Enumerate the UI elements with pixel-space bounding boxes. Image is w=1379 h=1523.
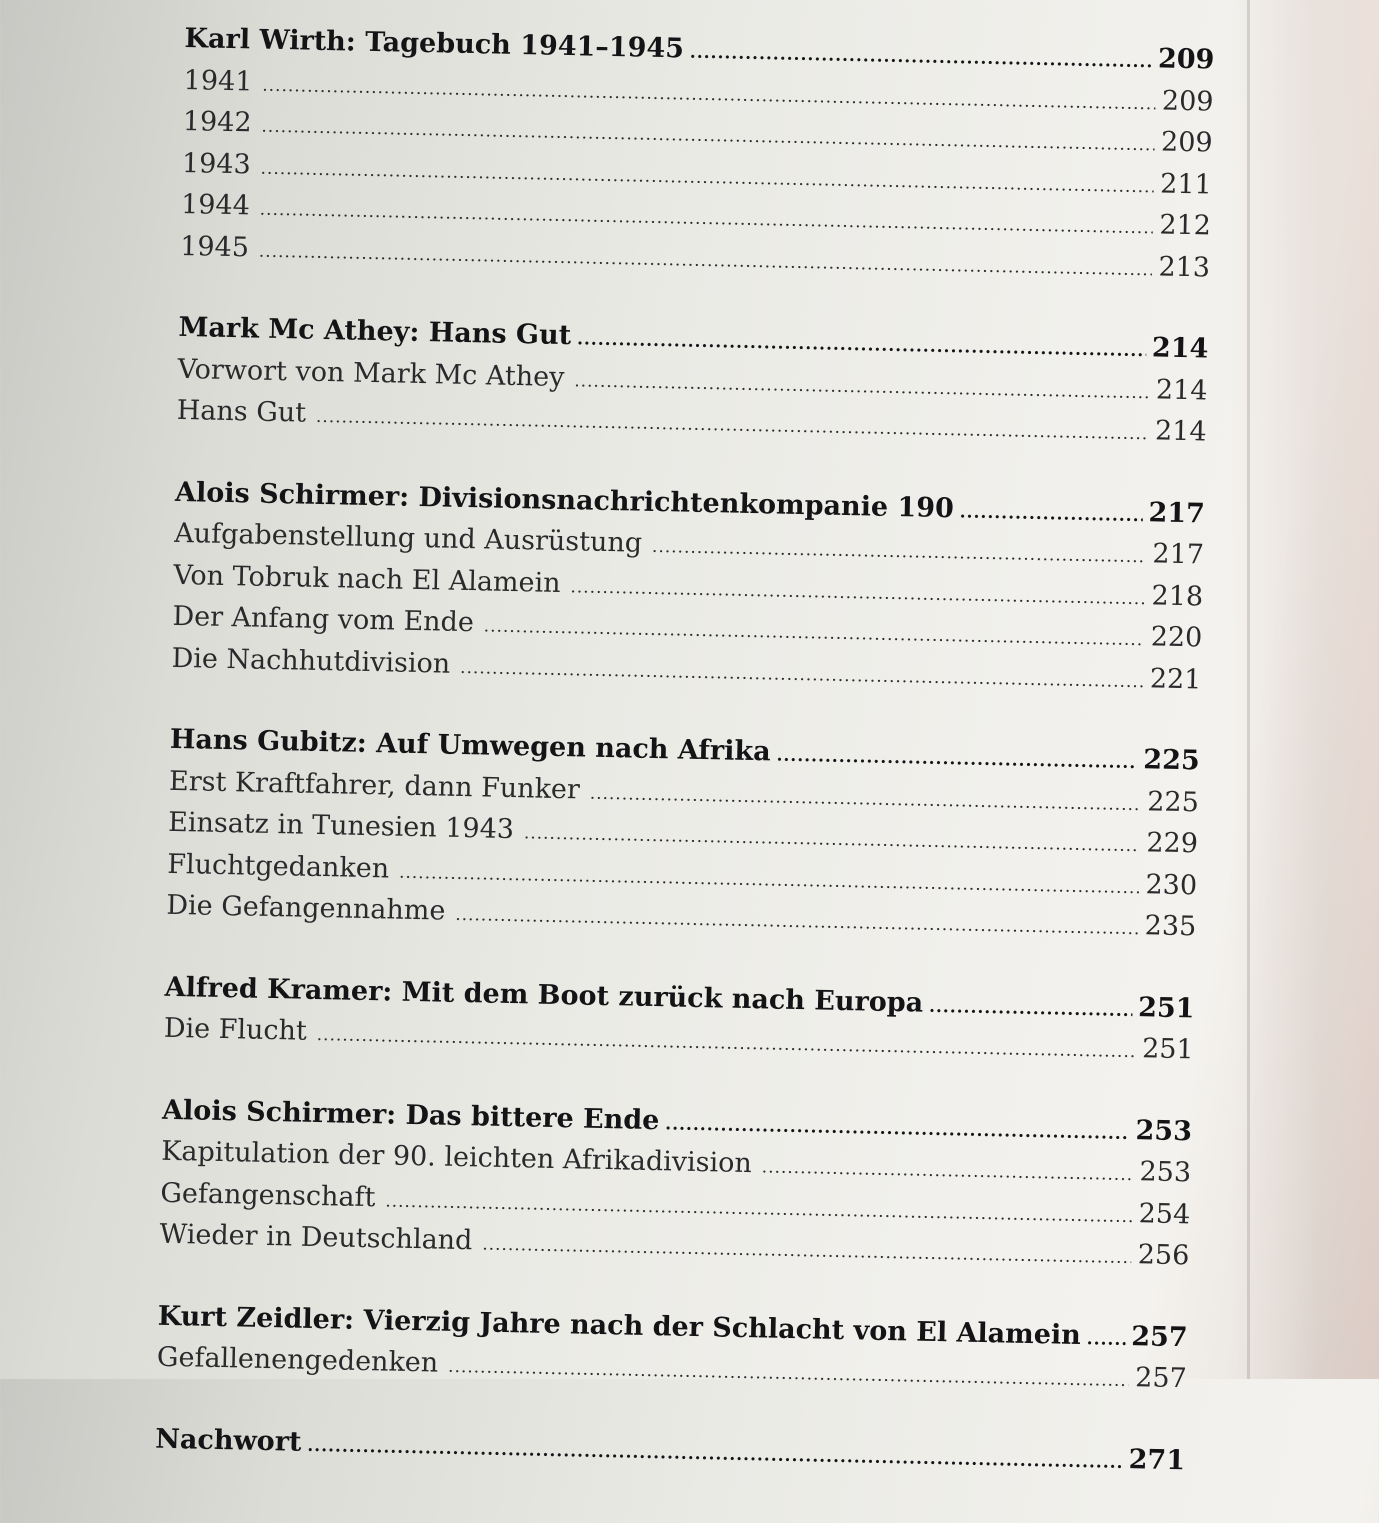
entry-page: 225 (1146, 785, 1200, 818)
entry-title: Die Gefangennahme (166, 889, 446, 927)
entry-title: Hans Gut (176, 394, 307, 429)
entry-page: 212 (1159, 209, 1212, 242)
chapter-page: 257 (1130, 1320, 1188, 1353)
dot-leader (959, 494, 1142, 535)
chapter-page: 253 (1135, 1114, 1193, 1147)
dot-leader (307, 1427, 1123, 1482)
dot-leader (776, 738, 1138, 783)
dot-leader (482, 1226, 1132, 1277)
entry-title: Einsatz in Tunesien 1943 (167, 806, 515, 846)
dot-leader (929, 988, 1133, 1030)
chapter-page: 217 (1148, 496, 1206, 529)
entry-title: Die Flucht (163, 1012, 308, 1047)
chapter-title: Karl Wirth: Tagebuch 1941–1945 (184, 22, 685, 65)
chapter-page: 209 (1157, 43, 1215, 76)
chapter-title: Alois Schirmer: Divisionsnachrichtenkompanie 190 (174, 476, 955, 524)
entry-page: 256 (1137, 1239, 1190, 1272)
entry-title: 1943 (181, 147, 252, 180)
entry-page: 251 (1141, 1033, 1194, 1066)
entry-page: 229 (1146, 827, 1199, 860)
entry-page: 253 (1139, 1156, 1192, 1189)
entry-title: 1944 (180, 188, 251, 222)
entry-page: 214 (1155, 373, 1208, 406)
toc-section (155, 1420, 1186, 1483)
entry-page: 220 (1150, 621, 1203, 654)
entry-page: 257 (1134, 1362, 1188, 1395)
entry-title: Kapitulation der 90. leichten Afrikadivision (160, 1135, 753, 1180)
toc-section (159, 1091, 1192, 1279)
entry-title: 1942 (182, 105, 252, 139)
entry-title: Wieder in Deutschland (159, 1218, 473, 1257)
entry-title: Die Nachhutdivision (171, 642, 451, 680)
chapter-page: 251 (1137, 991, 1195, 1024)
page-edge (1229, 0, 1379, 1379)
toc-section (163, 968, 1195, 1073)
chapter-title: Hans Gubitz: Auf Umwegen nach Afrika (169, 723, 771, 768)
entry-page: 217 (1152, 538, 1205, 571)
entry-page: 235 (1144, 910, 1197, 943)
table-of-contents (154, 20, 1215, 1523)
chapter-title: Alois Schirmer: Das bittere Ende (161, 1094, 660, 1136)
entry-title: Gefallenengedenken (156, 1341, 439, 1379)
toc-section (171, 473, 1205, 702)
entry-page: 230 (1145, 868, 1198, 901)
entry-title: 1945 (179, 230, 250, 263)
toc-section (157, 1297, 1189, 1402)
dot-leader (448, 1349, 1130, 1401)
dot-leader (761, 1149, 1133, 1194)
toc-chapter-heading (155, 1420, 1186, 1483)
entry-title: Von Tobruk nach El Alamein (173, 559, 561, 599)
entry-title: Fluchtgedanken (166, 848, 390, 884)
entry-title: Aufgabenstellung und Ausrüstung (173, 517, 643, 559)
toc-section (176, 309, 1208, 455)
entry-page: 211 (1159, 167, 1213, 201)
entry-page: 209 (1160, 126, 1213, 159)
toc-section (180, 20, 1215, 291)
entry-title: Vorwort von Mark Mc Athey (177, 353, 565, 393)
dot-leader (1086, 1321, 1125, 1359)
entry-page: 254 (1138, 1197, 1191, 1230)
entry-page: 213 (1158, 250, 1211, 284)
chapter-title: Nachwort (154, 1423, 302, 1458)
chapter-title: Kurt Zeidler: Vierzig Jahre nach der Schlacht von El Alamein (157, 1300, 1082, 1351)
chapter-page: 214 (1151, 332, 1209, 365)
entry-page: 218 (1151, 579, 1204, 612)
entry-title: Erst Kraftfahrer, dann Funker (168, 765, 581, 805)
chapter-title: Mark Mc Athey: Hans Gut (178, 311, 572, 352)
entry-page: 209 (1161, 84, 1214, 118)
entry-page: 214 (1154, 415, 1207, 448)
toc-section (166, 721, 1200, 950)
entry-title: Der Anfang vom Ende (172, 600, 475, 639)
chapter-title: Alfred Kramer: Mit dem Boot zurück nach Europa (164, 971, 924, 1019)
entry-page: 221 (1149, 662, 1202, 695)
chapter-page: 271 (1128, 1443, 1186, 1476)
chapter-page: 225 (1143, 744, 1201, 777)
entry-title: Gefangenschaft (160, 1177, 376, 1213)
entry-title: 1941 (183, 64, 253, 97)
